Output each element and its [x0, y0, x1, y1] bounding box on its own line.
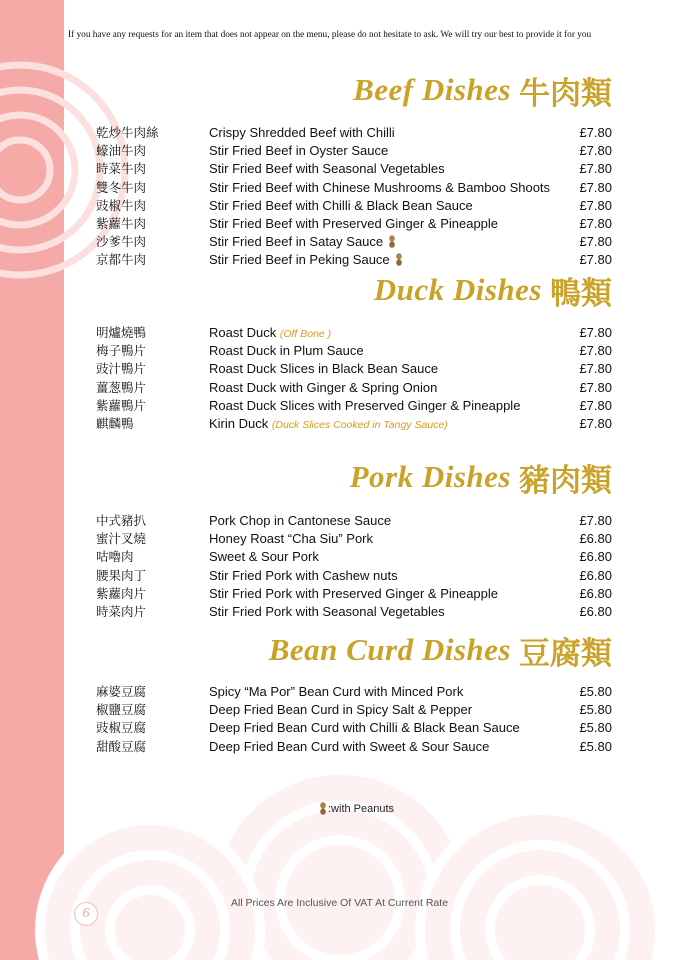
menu-item-chinese-name: 蠔油牛肉	[96, 143, 147, 159]
menu-item-name: Deep Fried Bean Curd with Sweet & Sour Sauce	[209, 738, 490, 754]
menu-item-chinese-name: 咕嚕肉	[96, 549, 134, 565]
menu-item-chinese-name: 沙爹牛肉	[96, 234, 147, 250]
menu-item-price: £7.80	[579, 416, 612, 431]
menu-item-chinese-name: 梅子鴨片	[96, 343, 147, 359]
menu-item-row	[96, 197, 612, 215]
menu-item-chinese-name: 椒鹽豆腐	[96, 702, 147, 718]
requests-notice: If you have any requests for an item that does not appear on the menu, please do not hesitate to ask. We will try our best to provide it for you	[68, 30, 592, 40]
menu-item-price: £7.80	[579, 325, 612, 340]
menu-item-name: Stir Fried Pork with Seasonal Vegetables	[209, 604, 445, 619]
section-title	[350, 455, 612, 499]
menu-item-chinese-name: 京都牛肉	[96, 252, 147, 268]
menu-item-name: Deep Fried Bean Curd with Chilli & Black Bean Sauce	[209, 720, 520, 736]
menu-item-chinese-name: 腰果肉丁	[96, 567, 147, 583]
menu-item-wrap	[209, 324, 331, 343]
menu-item-price: £7.80	[579, 161, 612, 177]
menu-item-row	[96, 719, 612, 737]
menu-item-name: Roast Duck with Ginger & Spring Onion	[209, 379, 438, 395]
menu-item-chinese-name: 蜜汁叉燒	[96, 531, 147, 547]
menu-item-row	[96, 548, 612, 566]
menu-item-name: Stir Fried Beef in Oyster Sauce	[209, 143, 389, 159]
menu-item-name: Honey Roast “Cha Siu” Pork	[209, 531, 374, 547]
menu-item-chinese-name: 麻婆豆腐	[96, 684, 147, 699]
menu-item-wrap	[209, 683, 463, 701]
menu-item-row	[96, 215, 612, 233]
menu-item-name: Stir Fried Beef in Satay Sauce	[209, 234, 384, 250]
menu-item-wrap	[209, 603, 445, 621]
menu-item-row	[96, 142, 612, 160]
menu-item-wrap	[209, 124, 395, 142]
menu-item-price: £5.80	[579, 702, 612, 718]
page-number: 6	[74, 902, 98, 926]
menu-item-wrap	[209, 415, 448, 434]
menu-item-note: (Duck Slices Cooked in Tangy Sauce)	[271, 419, 448, 431]
menu-item-row	[96, 415, 612, 433]
menu-item-wrap	[209, 397, 520, 415]
vat-footer: All Prices Are Inclusive Of VAT At Current Rate	[230, 897, 449, 909]
section-title-chinese: 牛肉類	[519, 75, 612, 112]
menu-item-row	[96, 397, 612, 415]
menu-item-wrap	[209, 379, 437, 397]
section-title-english: Pork Dishes	[349, 459, 511, 494]
menu-item-name: Pork Chop in Cantonese Sauce	[209, 513, 392, 528]
menu-item-wrap	[209, 342, 364, 360]
menu-item-price: £6.80	[579, 549, 612, 565]
menu-item-name: Stir Fried Beef with Seasonal Vegetables	[209, 161, 445, 177]
menu-item-price: £5.80	[579, 684, 612, 699]
menu-item-name: Roast Duck	[209, 325, 277, 340]
section-title	[269, 628, 612, 672]
menu-item-row	[96, 160, 612, 178]
menu-item-chinese-name: 時菜肉片	[96, 604, 147, 619]
menu-item-row	[96, 603, 612, 621]
menu-item-chinese-name: 紫蘿肉片	[96, 585, 147, 601]
menu-item-price: £7.80	[579, 252, 612, 268]
menu-item-wrap	[209, 142, 388, 160]
menu-item-price: £7.80	[579, 197, 612, 213]
menu-item-name: Stir Fried Beef with Chinese Mushrooms & Bamboo Shoots	[209, 179, 551, 195]
section-title-chinese: 豬肉類	[519, 462, 612, 499]
menu-item-wrap	[209, 701, 472, 719]
menu-item-price: £7.80	[579, 343, 612, 359]
menu-item-row	[96, 342, 612, 360]
menu-item-chinese-name: 薑葱鴨片	[96, 379, 147, 395]
peanut-legend	[314, 802, 394, 815]
menu-item-price: £6.80	[579, 531, 612, 547]
section-title	[353, 68, 612, 112]
menu-item-chinese-name: 麒麟鴨	[96, 416, 134, 431]
menu-item-row	[96, 251, 612, 269]
menu-item-chinese-name: 時菜牛肉	[96, 161, 147, 177]
menu-item-price: £6.80	[579, 604, 612, 619]
peanut-icon	[320, 802, 326, 815]
menu-item-chinese-name: 豉椒牛肉	[96, 197, 147, 213]
menu-item-name: Spicy “Ma Por” Bean Curd with Minced Pork	[209, 684, 464, 699]
menu-item-price: £7.80	[579, 179, 612, 195]
menu-item-wrap	[209, 179, 550, 197]
menu-item-note: (Off Bone )	[279, 328, 332, 340]
menu-item-wrap	[209, 585, 498, 603]
menu-item-wrap	[209, 512, 391, 530]
menu-item-name: Roast Duck Slices with Preserved Ginger & Pineapple	[209, 397, 521, 413]
menu-item-price: £6.80	[579, 585, 612, 601]
menu-item-wrap	[209, 197, 473, 215]
section-title-chinese: 豆腐類	[519, 635, 612, 672]
menu-item-row	[96, 530, 612, 548]
menu-item-price: £7.80	[579, 216, 612, 231]
menu-item-row	[96, 379, 612, 397]
menu-item-price: £7.80	[579, 361, 612, 377]
menu-item-wrap	[209, 360, 438, 378]
menu-item-wrap	[209, 233, 395, 251]
menu-item-chinese-name: 乾炒牛肉絲	[96, 125, 159, 140]
menu-item-price: £7.80	[579, 513, 612, 528]
section-title	[374, 268, 612, 312]
menu-item-row	[96, 585, 612, 603]
menu-item-name: Roast Duck in Plum Sauce	[209, 343, 364, 359]
section-title-chinese: 鴨類	[550, 275, 612, 312]
menu-item-row	[96, 324, 612, 342]
menu-item-wrap	[209, 738, 489, 756]
section-title-english: Duck Dishes	[373, 272, 542, 307]
menu-item-row	[96, 512, 612, 530]
menu-item-name: Kirin Duck	[209, 416, 269, 431]
menu-item-price: £5.80	[579, 720, 612, 736]
menu-item-name: Roast Duck Slices in Black Bean Sauce	[209, 361, 439, 377]
menu-item-name: Stir Fried Pork with Preserved Ginger & Pineapple	[209, 585, 499, 601]
menu-item-row	[96, 701, 612, 719]
menu-item-name: Crispy Shredded Beef with Chilli	[209, 125, 395, 140]
menu-item-chinese-name: 豉汁鴨片	[96, 361, 147, 377]
menu-item-price: £7.80	[579, 143, 612, 159]
peanut-icon	[396, 253, 402, 266]
menu-item-wrap	[209, 719, 520, 737]
menu-item-row	[96, 124, 612, 142]
menu-item-wrap	[209, 215, 498, 233]
menu-item-name: Deep Fried Bean Curd in Spicy Salt & Pepper	[209, 702, 473, 718]
peanut-legend-text: :with Peanuts	[328, 802, 395, 815]
menu-item-price: £7.80	[579, 234, 612, 250]
menu-item-chinese-name: 明爐燒鴨	[96, 325, 147, 340]
menu-item-price: £7.80	[579, 379, 612, 395]
menu-item-price: £7.80	[579, 397, 612, 413]
menu-item-name: Sweet & Sour Pork	[209, 549, 319, 565]
menu-item-row	[96, 567, 612, 585]
menu-item-chinese-name: 豉椒豆腐	[96, 720, 147, 736]
menu-item-chinese-name: 中式豬扒	[96, 513, 147, 528]
section-title-english: Beef Dishes	[353, 72, 511, 107]
menu-item-wrap	[209, 567, 398, 585]
menu-item-chinese-name: 紫蘿鴨片	[96, 397, 147, 413]
menu-item-row	[96, 360, 612, 378]
menu-item-name: Stir Fried Beef in Peking Sauce	[209, 252, 390, 268]
menu-item-row	[96, 738, 612, 756]
menu-item-row	[96, 683, 612, 701]
menu-item-chinese-name: 雙冬牛肉	[96, 179, 147, 195]
menu-item-chinese-name: 甜酸豆腐	[96, 738, 147, 754]
peanut-icon	[389, 235, 395, 248]
menu-item-name: Stir Fried Beef with Preserved Ginger & Pineapple	[209, 216, 499, 231]
menu-item-name: Stir Fried Beef with Chilli & Black Bean Sauce	[209, 197, 473, 213]
menu-item-wrap	[209, 251, 402, 269]
menu-item-price: £6.80	[579, 567, 612, 583]
menu-item-row	[96, 179, 612, 197]
section-title-english: Bean Curd Dishes	[268, 632, 511, 667]
menu-item-price: £7.80	[579, 125, 612, 140]
menu-item-wrap	[209, 160, 445, 178]
menu-item-name: Stir Fried Pork with Cashew nuts	[209, 567, 398, 583]
menu-item-chinese-name: 紫蘿牛肉	[96, 216, 147, 231]
menu-item-price: £5.80	[579, 738, 612, 754]
menu-item-row	[96, 233, 612, 251]
menu-item-wrap	[209, 530, 373, 548]
menu-item-wrap	[209, 548, 319, 566]
